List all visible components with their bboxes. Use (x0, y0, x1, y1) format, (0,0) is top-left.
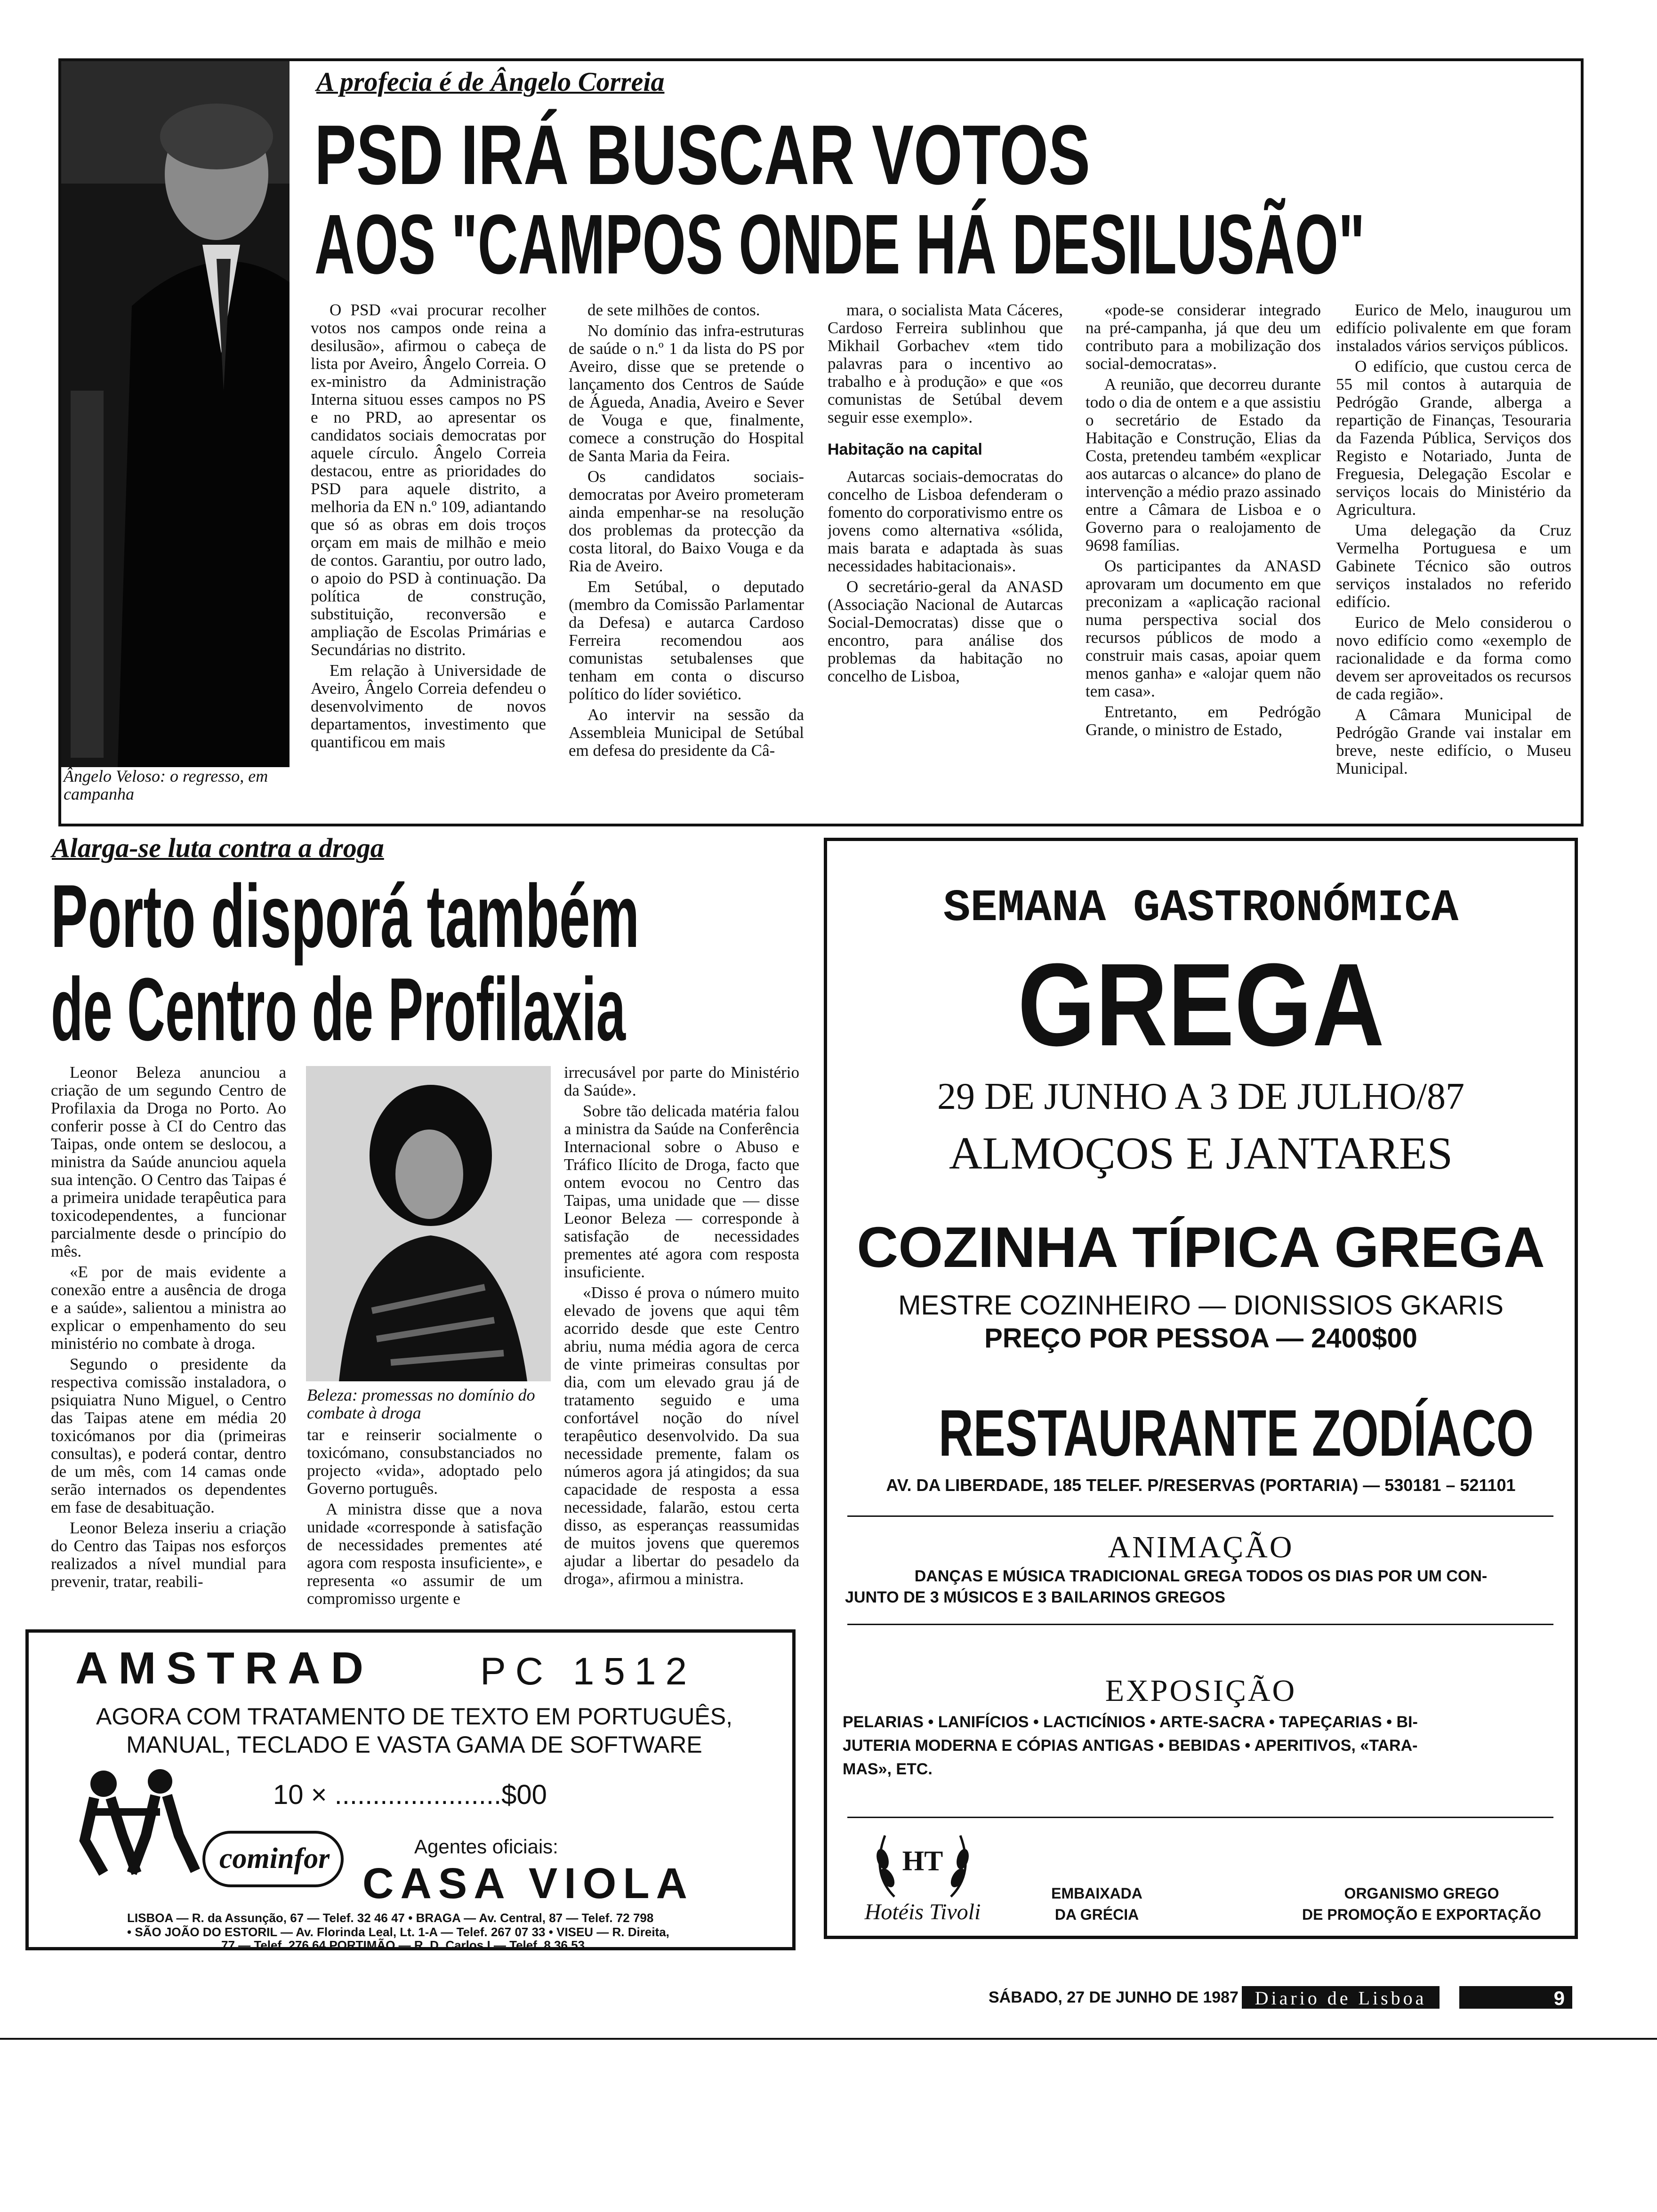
photo-caption-beleza: Beleza: promessas no domínio do combate à droga (307, 1386, 535, 1422)
article2-column-2 (307, 1426, 542, 1619)
footer-date: SÁBADO, 27 DE JUNHO DE 1987 (989, 1988, 1239, 2006)
ad-amstrad-line1: AGORA COM TRATAMENTO DE TEXTO EM PORTUGUÊS, (96, 1703, 733, 1730)
ad-greek-exhibition-title: EXPOSIÇÃO (1105, 1674, 1297, 1708)
article1-column-4 (1086, 301, 1321, 800)
photo-leonor-beleza (306, 1066, 551, 1381)
ad-greek-address: AV. DA LIBERDADE, 185 TELEF. P/RESERVAS (PORTARIA) — 530181 – 521101 (886, 1475, 1516, 1495)
article1-column-5 (1336, 301, 1571, 800)
ad-amstrad-mascot (66, 1760, 207, 1878)
ad-greek-exhibition-line3: MAS», ETC. (843, 1760, 933, 1778)
ad-amstrad-cominfor-logo (202, 1831, 344, 1887)
article2-column-1 (51, 1064, 286, 1619)
ad-amstrad-address1: LISBOA — R. da Assunção, 67 — Telef. 32 46 47 • BRAGA — Av. Central, 87 — Telef. 72 798 (127, 1911, 654, 1925)
ad-greek-restaurant (828, 1398, 1573, 1468)
ad-greek-chef: MESTRE COZINHEIRO — DIONISSIOS GKARIS (898, 1290, 1504, 1321)
article1-column-3 (828, 301, 1063, 800)
footer-masthead-text: Diario de Lisboa (1255, 1988, 1427, 2009)
portrait-woman-icon (306, 1066, 551, 1381)
ad-greek-restaurant-text: RESTAURANTE ZODÍACO (938, 1398, 1534, 1468)
ad-greek-org-1: ORGANISMO GREGO (1344, 1885, 1499, 1902)
hotel-tivoli-logo (843, 1826, 1003, 1930)
ad-amstrad-address3: 77 — Telef. 276 64 PORTIMÃO — R. D. Carlos I — Telef. 8 36 53 (221, 1938, 585, 1952)
paragraph: tar e reinserir socialmente o toxicómano, consubstanciados no projecto «vida», adoptado pelo Governo português. (307, 1426, 542, 1498)
ad-greek-title: SEMANA GASTRONÓMICA (943, 882, 1459, 934)
footer-masthead (1242, 1986, 1440, 2009)
ad-greek-embassy-1: EMBAIXADA (1051, 1885, 1142, 1902)
portrait-figure-icon (61, 61, 290, 767)
paragraph: irrecusável por parte do Ministério da Saúde». (564, 1064, 799, 1099)
headline-porto-line1: Porto disporá também (51, 866, 640, 966)
article1-column-2 (569, 301, 804, 800)
paragraph: Os participantes da ANASD aprovaram um documento em que preconizam a «aplicação racional numa perspectiva social dos recursos públicos de modo a construir mais casas, apoiar quem menos ganha» e «alojar quem não tem casa». (1086, 557, 1321, 700)
paragraph: Segundo o presidente da respectiva comissão instaladora, o psiquiatra Nuno Miguel, o Centro das Taipas atene em média 20 toxicómanos por dia (primeiras consultas), e poderá contar, dentro de um mês, com 14 camas onde serão internados os dependentes em fase de desabituação. (51, 1355, 286, 1516)
paragraph: O PSD «vai procurar recolher votos nos campos onde reina a desilusão», afirmou o cabeça de lista por Aveiro, Ângelo Correia. O ex-ministro da Administração Interna situou esses campos no PS e no PRD, ao apresentar os candidatos sociais democratas por aquele círculo. Ângelo Correia destacou, entre as prioridades do PSD para aquele distrito, a melhoria da EN n.º 109, adiantando que só as obras em dois troços orçam em mais de milhão e meio de contos. Garantiu, por outro lado, o apoio do PSD à continuação. Da política de construção, substituição, reconversão e ampliação de Escolas Primárias e Secundárias no distrito. (311, 301, 546, 659)
paragraph: mara, o socialista Mata Cáceres, Cardoso Ferreira sublinhou que Mikhail Gorbachev «tem tido palavras para o incentivo ao trabalho e à produção» e que «os comunistas de Setúbal devem seguir esse exemplo». (828, 301, 1063, 426)
ad-amstrad-address2: • SÃO JOÃO DO ESTORIL — Av. Florinda Leal, Lt. 1-A — Telef. 267 07 33 • VISEU — R. Direita, (127, 1925, 669, 1939)
ad-greek-animation-title: ANIMAÇÃO (1108, 1530, 1294, 1564)
hotel-logo-ht: HT (902, 1845, 943, 1876)
ad-greek-grega-text: GREGA (1017, 946, 1384, 1064)
ad-greek-embassy-2: DA GRÉCIA (1054, 1906, 1139, 1923)
paragraph: Ao intervir na sessão da Assembleia Municipal de Setúbal em defesa do presidente da Câ- (569, 705, 804, 760)
paragraph: A ministra disse que a nova unidade «corresponde à satisfação de necessidades prementes até agora com resposta insuficiente», e representa «o assumir de um compromisso urgente e (307, 1500, 542, 1608)
paragraph: Sobre tão delicada matéria falou a ministra da Saúde na Conferência Internacional sobre o Abuso e Tráfico Ilícito de Droga, facto que ontem evocou no Centro das Taipas, uma unidade que — disse Leonor Beleza — corresponde à satisfação de necessidades prementes até agora com resposta insuficiente. (564, 1102, 799, 1281)
headline-psd-line1: PSD IRÁ BUSCAR VOTOS (314, 108, 1090, 202)
paragraph: «E por de mais evidente a conexão entre a ausência de droga e a saúde», salientou a ministra ao explicar o empenhamento do seu ministério no combate à droga. (51, 1263, 286, 1353)
paragraph: «Disso é prova o número muito elevado de jovens que aqui têm acorrido desde que este Centro abriu, numa média agora de cerca de vinte primeiras consultas por dia, com um elevado grau já de tratamento seguido e uma confortável noção do nível terapêutico desenvolvido. Da sua necessidade premente, falam os números agora já atingidos; da sua capacidade de resposta a essa necessidade, falarão, estou certa disso, as esperanças reassumidas de muitos jovens que queremos ajudar a libertar do pesadelo da droga», afirmou a ministra. (564, 1283, 799, 1588)
dancing-figures-icon (66, 1760, 207, 1878)
ad-greek-grega (828, 946, 1573, 1064)
ad-greek-dates: 29 DE JUNHO A 3 DE JULHO/87 (937, 1076, 1464, 1117)
paragraph: Leonor Beleza anunciou a criação de um segundo Centro de Profilaxia da Droga no Porto. Ao conferir posse à CI do Centro das Taipas, onde ontem se deslocou, a ministra da Saúde anunciou aquela sua intenção. O Centro das Taipas é a primeira unidade terapêutica para toxicodependentes, a funcionar parcialmente desde o princípio do mês. (51, 1064, 286, 1260)
kicker-psd: A profecia é de Ângelo Correia (316, 66, 665, 97)
ad-greek-rule-1 (847, 1515, 1553, 1517)
subhead-habitacao: Habitação na capital (828, 441, 982, 458)
paragraph: Em relação à Universidade de Aveiro, Ângelo Correia defendeu o desenvolvimento de novos departamentos, investimento que quantificou em mais (311, 661, 546, 751)
paragraph: Eurico de Melo considerou o novo edifício como «exemplo de racionalidade e da forma como devem ser aproveitados os recursos de cada região». (1336, 613, 1571, 703)
photo-angelo-veloso (61, 61, 290, 767)
paragraph: O edifício, que custou cerca de 55 mil contos à autarquia de Pedrógão Grande, alberga a repartição de Finanças, Tesouraria da Fazenda Pública, Serviços dos Registo e Notariado, Junta de Freguesia, Delegação Escolar e serviços locais do Ministério da Agricultura. (1336, 357, 1571, 519)
ad-greek-exhibition-line1: PELARIAS • LANIFÍCIOS • LACTICÍNIOS • ARTE-SACRA • TAPEÇARIAS • BI- (843, 1713, 1418, 1731)
article2-column-3 (564, 1064, 799, 1619)
paragraph: de sete milhões de contos. (587, 301, 760, 319)
ad-amstrad-agents-label: Agentes oficiais: (414, 1835, 558, 1858)
footer-page-box (1459, 1986, 1572, 2009)
paragraph: Uma delegação da Cruz Vermelha Portuguesa e um Gabinete Técnico são outros serviços instalados no referido edifício. (1336, 521, 1571, 611)
footer-rule (0, 2038, 1657, 2040)
paragraph: No domínio das infra-estruturas de saúde o n.º 1 da lista do PS por Aveiro, disse que se pretende o lançamento dos Centros de Saúde de Águeda, Anadia, Aveiro e Sever de Vouga e que, finalmente, comece a construção do Hospital de Santa Maria da Feira. (569, 321, 804, 465)
kicker-droga: Alarga-se luta contra a droga (52, 833, 384, 863)
ad-amstrad-brand: AMSTRAD (75, 1643, 374, 1693)
ad-amstrad-model: PC 1512 (480, 1650, 697, 1693)
ad-greek-animation-line2: JUNTO DE 3 MÚSICOS E 3 BAILARINOS GREGOS (845, 1588, 1225, 1606)
paragraph: Autarcas sociais-democratas do concelho de Lisboa defenderam o fomento do corporativismo entre os jovens como alternativa «sólida, mais barata e adaptada às suas necessidades habitacionais». (828, 467, 1063, 575)
ad-greek-price: PREÇO POR PESSOA — 2400$00 (984, 1323, 1417, 1354)
paragraph: Os candidatos sociais-democratas por Aveiro prometeram ainda empenhar-se na resolução dos problemas da protecção da costa litoral, do Baixo Vouga e da Ria de Aveiro. (569, 467, 804, 575)
ad-greek-animation-line1: DANÇAS E MÚSICA TRADICIONAL GREGA TODOS OS DIAS POR UM CON- (914, 1567, 1488, 1585)
photo-caption-veloso: Ângelo Veloso: o regresso, em campanha (64, 767, 268, 803)
paragraph: A reunião, que decorreu durante todo o dia de ontem e a que assistiu o secretário de Estado da Habitação e Construção, Elias da Costa, pretendeu também «explicar aos autarcas o alcance» do plano de intervenção a médio prazo assinado entre a Câmara de Lisboa e o Governo para o realojamento de 9698 famílias. (1086, 375, 1321, 554)
hotel-logo-name: Hotéis Tivoli (864, 1899, 981, 1924)
ad-amstrad-dealer: CASA VIOLA (362, 1859, 694, 1907)
ad-greek-cuisine: COZINHA TÍPICA GREGA (857, 1215, 1545, 1279)
paragraph: Em Setúbal, o deputado (membro da Comissão Parlamentar da Defesa) e autarca Cardoso Ferreira recomendou aos comunistas setubalenses que tenham em conta o discurso político do líder soviético. (569, 577, 804, 703)
ad-greek-rule-3 (847, 1817, 1553, 1818)
paragraph: A Câmara Municipal de Pedrógão Grande vai instalar em breve, neste edifício, o Museu Municipal. (1336, 705, 1571, 777)
ad-greek-meals: ALMOÇOS E JANTARES (949, 1128, 1453, 1179)
paragraph: O secretário-geral da ANASD (Associação Nacional de Autarcas Social-Democratas) disse que o encontro, para análise dos problemas da habitação no concelho de Lisboa, (828, 577, 1063, 685)
headline-psd-line2: AOS "CAMPOS ONDE HÁ DESILUSÃO" (314, 197, 1365, 292)
ad-amstrad-line2: MANUAL, TECLADO E VASTA GAMA DE SOFTWARE (126, 1731, 702, 1758)
ad-greek-rule-2 (847, 1624, 1553, 1625)
paragraph: «pode-se considerar integrado na pré-campanha, já que deu um contributo para a mobilização dos social-democratas». (1086, 301, 1321, 373)
paragraph: Entretanto, em Pedrógão Grande, o ministro de Estado, (1086, 703, 1321, 739)
ad-greek-exhibition-line2: JUTERIA MODERNA E CÓPIAS ANTIGAS • BEBIDAS • APERITIVOS, «TARA- (843, 1737, 1418, 1755)
cominfor-logo-text: cominfor (219, 1843, 330, 1875)
footer-page-number: 9 (1553, 1987, 1565, 2009)
paragraph: Leonor Beleza inseriu a criação do Centro das Taipas nos esforços realizados a nível mundial para prevenir, tratar, reabili- (51, 1519, 286, 1591)
headline-porto-line2: de Centro de Profilaxia (51, 960, 626, 1059)
paragraph: Eurico de Melo, inaugurou um edifício polivalente em que foram instalados vários serviços públicos. (1336, 301, 1571, 355)
ad-greek-org-2: DE PROMOÇÃO E EXPORTAÇÃO (1302, 1906, 1541, 1923)
article1-column-1 (311, 301, 546, 800)
ad-amstrad-price: 10 × ......................$00 (273, 1779, 547, 1810)
